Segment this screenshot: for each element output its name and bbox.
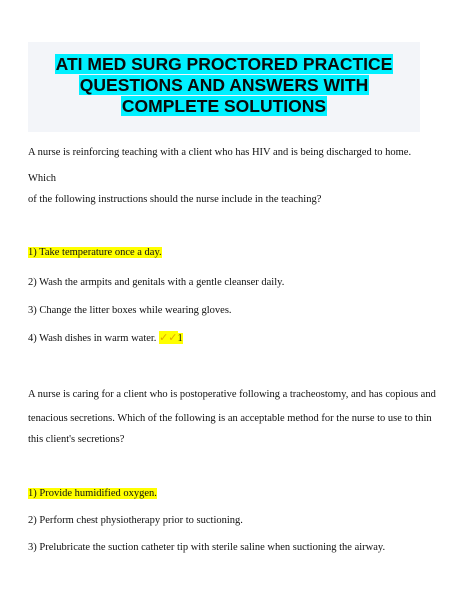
q2-stem-line-1: A nurse is caring for a client who is postoperative following a tracheostomy, and has copious and <box>28 389 436 400</box>
q2-stem-line-3: this client's secretions? <box>28 434 125 445</box>
q1-stem-line-1: A nurse is reinforcing teaching with a client who has HIV and is being discharged to home. <box>28 147 412 158</box>
q1-option-4-text: 4) Wash dishes in warm water. <box>28 333 157 344</box>
title-line-1: ATI MED SURG PROCTORED PRACTICE <box>55 54 393 74</box>
q1-stem-line-3: of the following instructions should the nurse include in the teaching? <box>28 194 322 205</box>
q2-option-3: 3) Prelubricate the suction catheter tip with sterile saline when suctioning the airway. <box>28 542 386 553</box>
q1-option-1 <box>28 246 162 259</box>
q2-option-1-text: 1) Provide humidified oxygen. <box>28 488 157 499</box>
q1-option-2: 2) Wash the armpits and genitals with a gentle cleanser daily. <box>28 277 285 288</box>
q1-answer-number: 1 <box>177 333 183 344</box>
q2-option-1 <box>28 487 157 500</box>
check-mark-icon: ✓✓ <box>159 331 178 344</box>
q2-option-2: 2) Perform chest physiotherapy prior to suctioning. <box>28 515 243 526</box>
q1-stem-line-2: Which <box>28 173 56 184</box>
q1-option-4 <box>28 331 183 345</box>
q2-stem-line-2: tenacious secretions. Which of the following is an acceptable method for the nurse to use to thin <box>28 413 432 424</box>
title-line-2: QUESTIONS AND ANSWERS WITH <box>79 75 369 95</box>
q1-option-1-text: 1) Take temperature once a day. <box>28 247 162 258</box>
document-title <box>28 54 420 117</box>
title-line-3: COMPLETE SOLUTIONS <box>121 96 327 116</box>
q1-option-3: 3) Change the litter boxes while wearing gloves. <box>28 305 232 316</box>
